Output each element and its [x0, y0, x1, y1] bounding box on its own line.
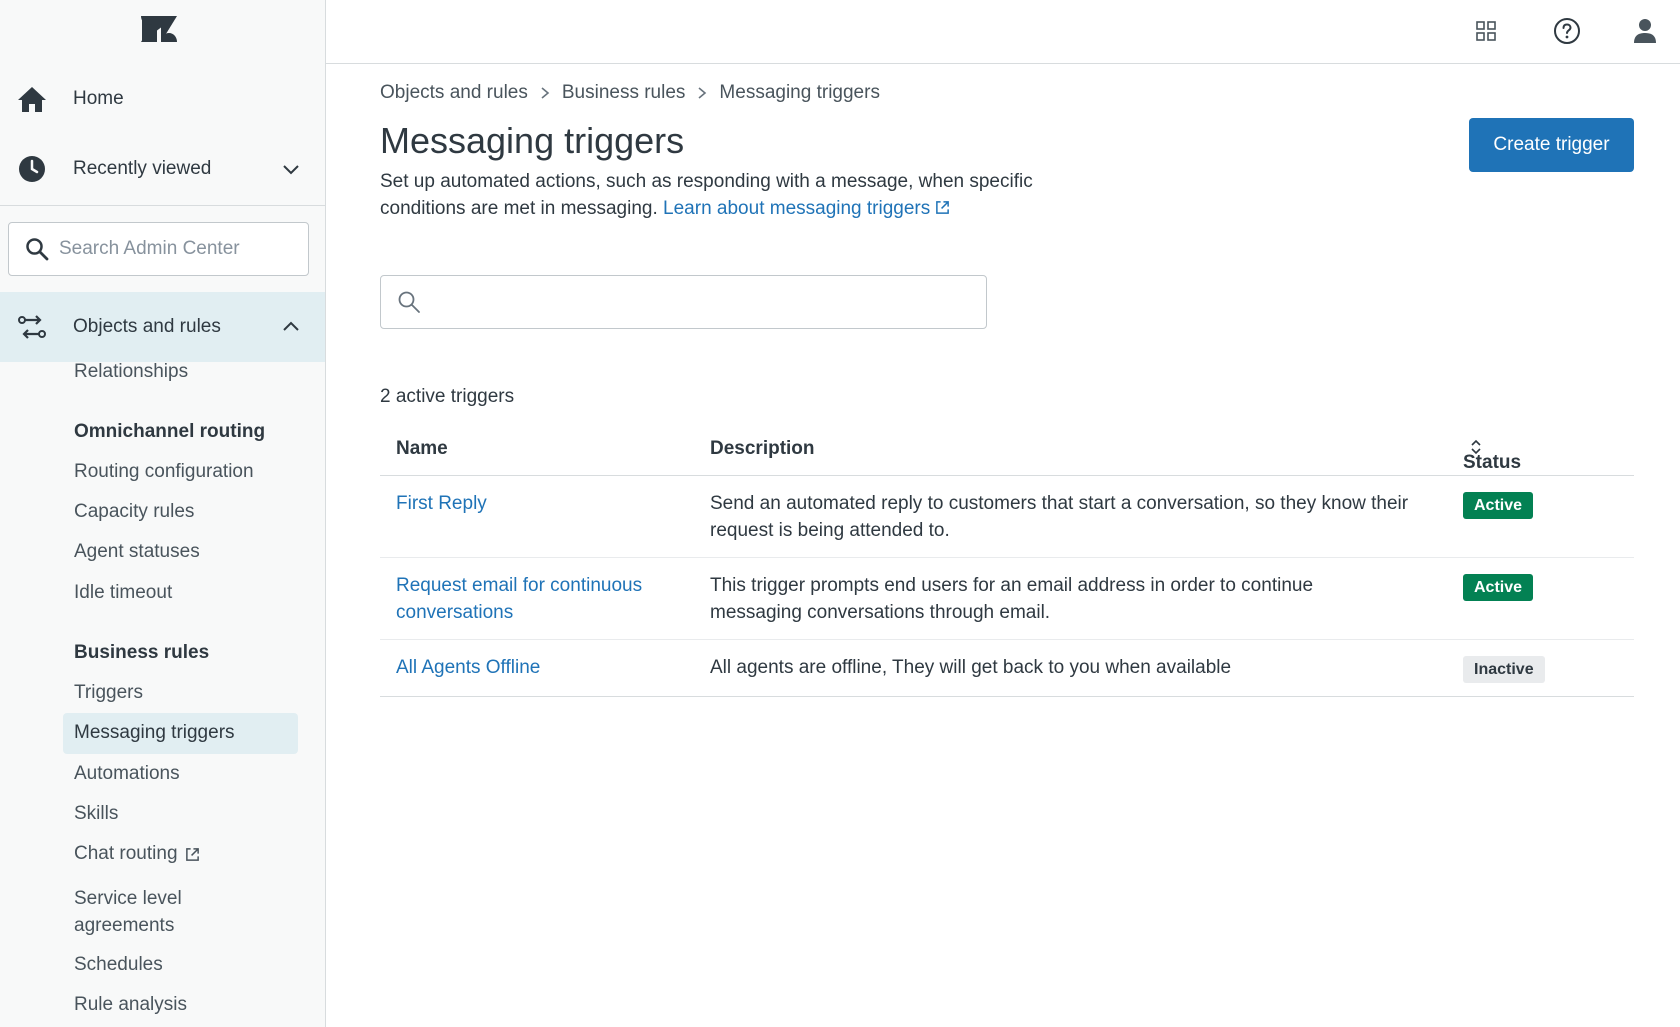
help-icon[interactable] [1552, 16, 1582, 46]
nav-recently-viewed[interactable] [0, 134, 325, 204]
status-badge: Active [1463, 574, 1533, 601]
sla-line-2: agreements [74, 915, 175, 936]
column-header-description: Description [710, 438, 815, 459]
nav-objects-and-rules-label: Objects and rules [73, 316, 221, 337]
status-badge: Active [1463, 492, 1533, 519]
sidebar-item-service-level-agreements[interactable] [74, 885, 182, 939]
user-icon[interactable] [1630, 16, 1660, 46]
trigger-description: All agents are offline, They will get back to you when available [710, 657, 1232, 678]
table-row[interactable] [380, 558, 1634, 640]
page-title: Messaging triggers [380, 120, 685, 161]
external-link-icon [185, 847, 200, 862]
sidebar-heading-omnichannel: Omnichannel routing [74, 421, 266, 442]
sla-line-1: Service level [74, 888, 182, 909]
chevron-right-icon [538, 86, 552, 100]
create-trigger-button[interactable]: Create trigger [1469, 118, 1634, 172]
trigger-name-link[interactable]: All Agents Offline [396, 657, 541, 678]
sidebar-item-schedules[interactable]: Schedules [74, 954, 163, 975]
active-trigger-count: 2 active triggers [380, 386, 515, 407]
page-description-text: Set up automated actions, such as responding with a message, when specific conditions are met in messaging. [380, 171, 1033, 219]
search-icon [397, 290, 421, 314]
trigger-description: This trigger prompts end users for an email address in order to continue messaging conversations through email. [710, 575, 1314, 623]
table-row[interactable] [380, 476, 1634, 558]
nav-objects-and-rules[interactable] [0, 292, 325, 362]
sidebar-item-rule-analysis[interactable]: Rule analysis [74, 994, 187, 1015]
table-row[interactable] [380, 640, 1634, 697]
column-header-name: Name [396, 438, 448, 459]
chevron-down-icon[interactable] [281, 159, 301, 179]
sidebar-item-idle-timeout[interactable]: Idle timeout [74, 582, 173, 603]
objects-rules-icon [16, 311, 48, 343]
learn-more-link[interactable] [663, 198, 950, 219]
nav-home[interactable] [0, 64, 325, 134]
sidebar-item-messaging-triggers-label: Messaging triggers [74, 722, 235, 743]
sidebar-item-relationships[interactable]: Relationships [74, 361, 189, 382]
chevron-up-icon[interactable] [281, 317, 301, 337]
nav-recently-viewed-label: Recently viewed [73, 158, 212, 179]
sidebar-item-triggers[interactable]: Triggers [74, 682, 143, 703]
sidebar [0, 0, 326, 1027]
breadcrumb-current: Messaging triggers [719, 82, 880, 103]
column-header-status-label: Status [1463, 452, 1522, 473]
chevron-right-icon [695, 86, 709, 100]
table-header [380, 424, 1634, 476]
top-bar [326, 0, 1680, 64]
trigger-description: Send an automated reply to customers that start a conversation, so they know their request is being attended to. [710, 493, 1409, 541]
sidebar-item-routing-configuration[interactable]: Routing configuration [74, 461, 254, 482]
trigger-search-input[interactable] [431, 291, 971, 313]
admin-search-box[interactable] [8, 222, 309, 276]
triggers-table [380, 424, 1634, 697]
sidebar-item-automations[interactable]: Automations [74, 763, 180, 784]
home-icon [16, 83, 48, 115]
breadcrumb [380, 82, 880, 104]
breadcrumb-objects-and-rules[interactable]: Objects and rules [380, 82, 528, 103]
trigger-name-link[interactable]: Request email for continuous conversations [396, 575, 643, 623]
sidebar-item-capacity-rules[interactable]: Capacity rules [74, 501, 195, 522]
external-link-icon [935, 200, 950, 215]
sidebar-heading-business-rules: Business rules [74, 642, 210, 663]
search-icon [25, 237, 49, 261]
column-header-status[interactable] [1463, 438, 1522, 473]
admin-search-input[interactable] [59, 238, 299, 260]
sidebar-item-chat-routing[interactable] [74, 843, 200, 865]
zendesk-logo[interactable] [140, 14, 178, 44]
trigger-name-link[interactable]: First Reply [396, 493, 487, 514]
sidebar-item-skills[interactable]: Skills [74, 803, 119, 824]
trigger-search-box[interactable] [380, 275, 987, 329]
clock-icon [16, 153, 48, 185]
sidebar-item-agent-statuses[interactable]: Agent statuses [74, 541, 200, 562]
page-description [380, 168, 1080, 222]
learn-more-link-label: Learn about messaging triggers [663, 198, 931, 219]
breadcrumb-business-rules[interactable]: Business rules [561, 82, 686, 103]
nav-home-label: Home [73, 88, 124, 109]
status-badge: Inactive [1463, 656, 1545, 683]
apps-grid-icon[interactable] [1471, 16, 1501, 46]
sidebar-divider [0, 205, 325, 206]
sidebar-item-chat-routing-label: Chat routing [74, 843, 178, 864]
